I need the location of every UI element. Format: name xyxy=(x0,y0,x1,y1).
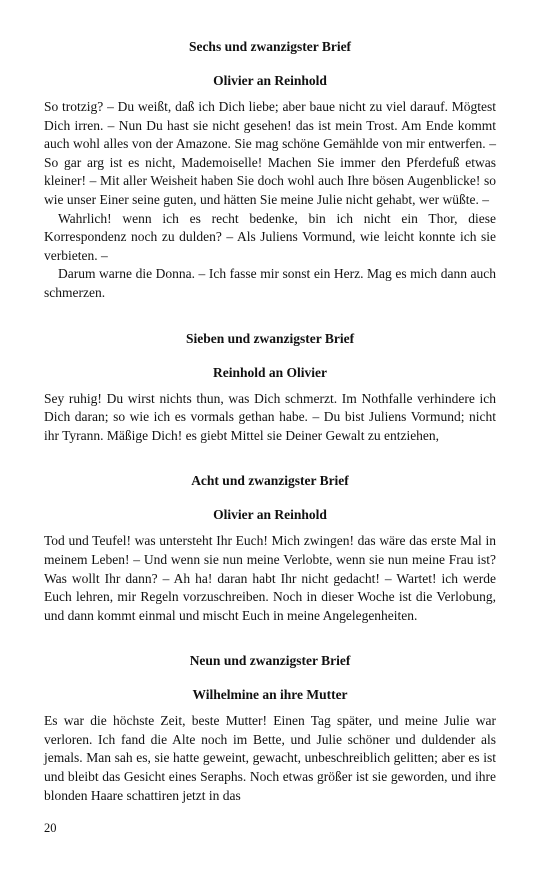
paragraph: Darum warne die Donna. – Ich fasse mir sonst ein Herz. Mag es mich dann auch schmerzen. xyxy=(44,266,496,300)
paragraph: So trotzig? – Du weißt, daß ich Dich liebe; aber baue nicht zu viel darauf. Mögtest Dich irren. – Nun Du hast sie nicht gesehen! das ist mein Trost. Am Ende kommt auch wohl alles von der Amazone. Sie mag schöne Gemählde von mir entwerfen. – So gar arg ist es nicht, Mademoiselle! Machen Sie immer den Pferdefuß etwas kleiner! – Mit aller Weisheit haben Sie doch wohl auch Ihre bösen Augenblicke! so wie unser Einer seine guten, und hätten Sie meine Julie nicht gehabt, wer wüßte. – xyxy=(44,99,496,207)
page-number: 20 xyxy=(44,821,57,835)
letter-title: Acht und zwanzigster Brief xyxy=(191,473,349,489)
letter-28 xyxy=(44,472,496,625)
paragraph: Wahrlich! wenn ich es recht bedenke, bin ich nicht ein Thor, diese Korrespondenz noch zu dulden? – Als Juliens Vormund, wie leicht konnte ich sie verbieten. – xyxy=(44,210,496,263)
letter-addressee: Reinhold an Olivier xyxy=(212,364,327,380)
letter-27 xyxy=(44,330,496,446)
paragraph: Sey ruhig! Du wirst nichts thun, was Dich schmerzt. Im Nothfalle verhindere ich Dich daran; so wie ich es vormals gethan habe. – Du bist Juliens Vormund; nicht ihr Tyrann. Mäßige Dich! es giebt Mittel sie Deiner Gewalt zu entziehen, xyxy=(44,390,496,443)
letter-title: Sechs und zwanzigster Brief xyxy=(188,39,352,54)
paragraph: Es war die höchste Zeit, beste Mutter! Einen Tag später, und meine Julie war verloren. Ich fand die Alte noch im Bette, und Julie schöner und duldender als jemals. Man sah es, sie hatte geweint, gewacht, unbeschreiblich gelitten; aber es ist und bleibt das Gesicht eines Seraphs. Noch etwas größer ist sie geworden, und ihre blonden Haare schattiren jetzt in das xyxy=(44,713,496,803)
letter-addressee: Olivier an Reinhold xyxy=(213,507,327,523)
letter-addressee: Olivier an Reinhold xyxy=(213,73,327,88)
book-page xyxy=(44,38,496,805)
letter-title: Neun und zwanzigster Brief xyxy=(189,653,351,669)
letter-title: Sieben und zwanzigster Brief xyxy=(185,330,355,346)
letter-addressee: Wilhelmine an ihre Mutter xyxy=(192,687,348,703)
letter-26 xyxy=(44,38,496,303)
paragraph: Tod und Teufel! was untersteht Ihr Euch! Mich zwingen! das wäre das erste Mal in meinem Leben! – Und wenn sie nun meine Verlobte, wenn sie nun meine Frau ist? Was wollt Ihr dann? – Ah ha! daran habt Ihr nicht gedacht! – Wartet! ich werde Euch lehren, mir Regeln vorzuschreiben. Noch in dieser Woche ist die Verlobung, und dann kommt einmal und mischt Euch in meine Angelegenheiten. xyxy=(44,533,496,623)
letter-29 xyxy=(44,652,496,805)
